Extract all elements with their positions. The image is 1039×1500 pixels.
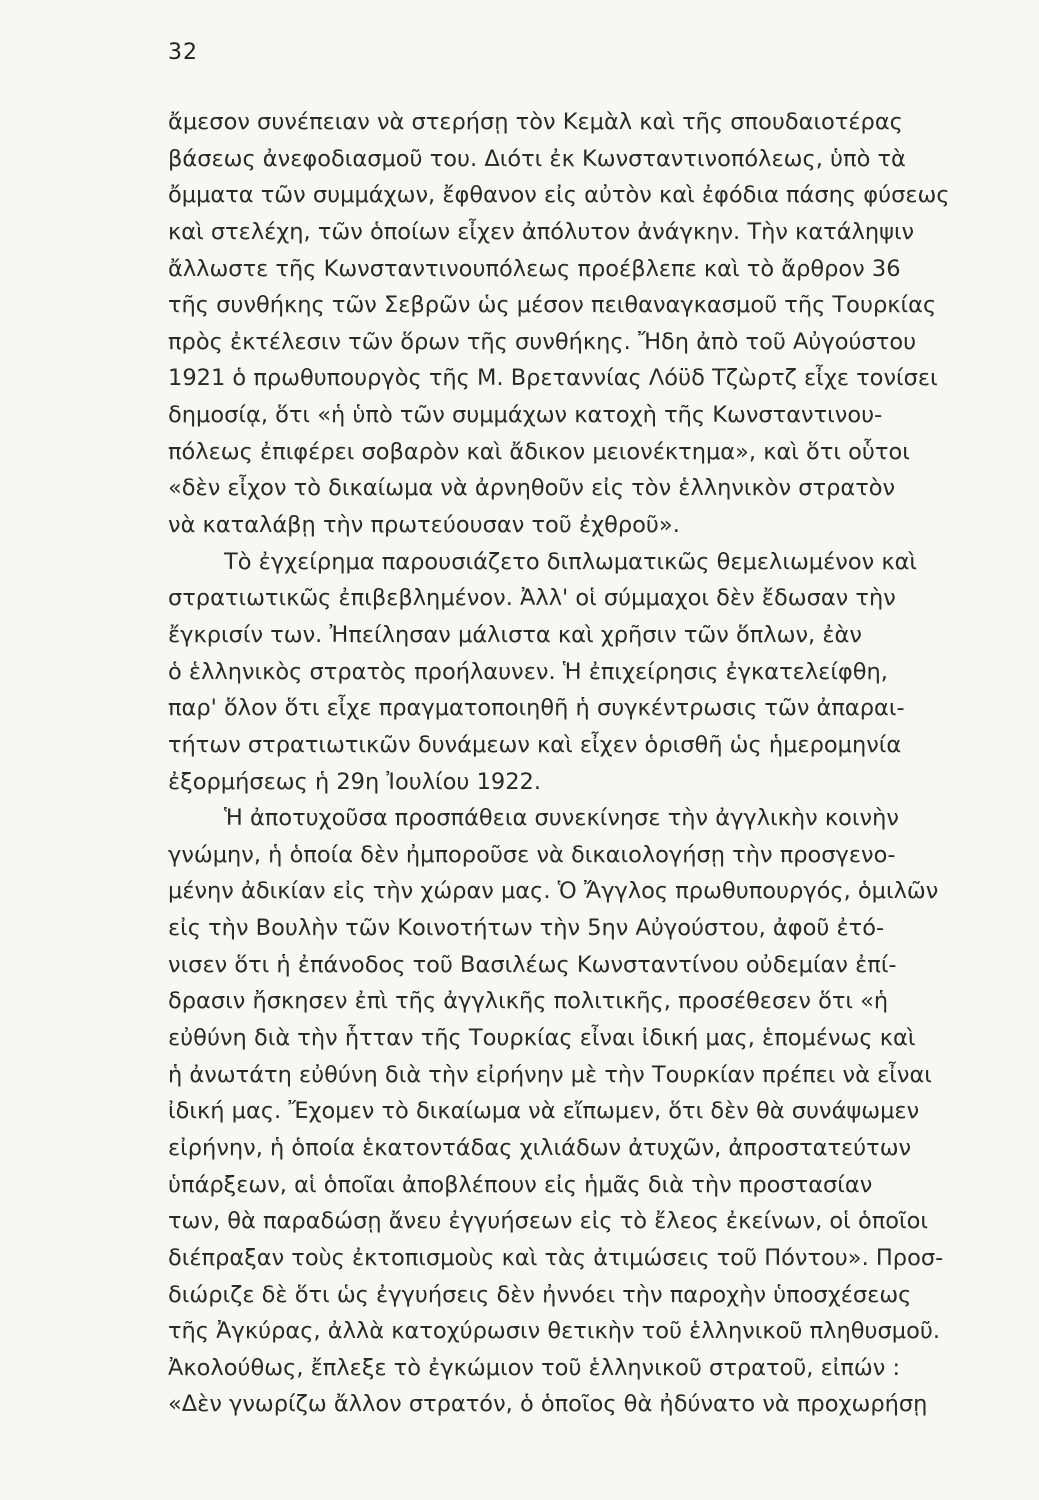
text-line: διώριζε δὲ ὅτι ὡς ἐγγυήσεις δὲν ἠννόει τὴν παροχὴν ὑποσχέσεως — [168, 1281, 912, 1308]
text-line: διέπραξαν τοὺς ἐκτοπισμοὺς καὶ τὰς ἀτιμώσεις τοῦ Πόντου». Προσ- — [168, 1244, 944, 1271]
text-line: ἐξορμήσεως ἡ 29η Ἰουλίου 1922. — [168, 768, 542, 795]
text-line: νὰ καταλάβῃ τὴν πρωτεύουσαν τοῦ ἐχθροῦ». — [168, 512, 680, 539]
text-line: εἰρήνην, ἡ ὁποία ἑκατοντάδας χιλιάδων ἀτυχῶν, ἀπροστατεύτων — [168, 1134, 912, 1161]
text-line: ὁ ἑλληνικὸς στρατὸς προήλαυνεν. Ἡ ἐπιχείρησις ἐγκατελείφθη, — [168, 658, 888, 685]
text-line: εὐθύνη διὰ τὴν ἧτταν τῆς Τουρκίας εἶναι ἰδική μας, ἑπομένως καὶ — [168, 1025, 916, 1052]
text-line: «Δὲν γνωρίζω ἄλλον στρατόν, ὁ ὁποῖος θὰ ἠδύνατο νὰ προχωρήσῃ — [168, 1391, 928, 1418]
text-line: δρασιν ἤσκησεν ἐπὶ τῆς ἀγγλικῆς πολιτικῆς, προσέθεσεν ὅτι «ἡ — [168, 988, 889, 1015]
text-line: Ἀκολούθως, ἔπλεξε τὸ ἐγκώμιον τοῦ ἑλληνικοῦ στρατοῦ, εἰπών : — [168, 1354, 901, 1381]
text-line: ἔγκρισίν των. Ἠπείλησαν μάλιστα καὶ χρῆσιν τῶν ὅπλων, ἐὰν — [168, 621, 862, 648]
text-line: ὄμματα τῶν συμμάχων, ἔφθανον εἰς αὐτὸν καὶ ἐφόδια πάσης φύσεως — [168, 182, 950, 209]
text-line: ἄλλωστε τῆς Κωνσταντινουπόλεως προέβλεπε καὶ τὸ ἄρθρον 36 — [168, 255, 901, 282]
text-line: τήτων στρατιωτικῶν δυνάμεων καὶ εἶχεν ὁρισθῆ ὡς ἡμερομηνία — [168, 731, 902, 758]
text-line: εἰς τὴν Βουλὴν τῶν Κοινοτήτων τὴν 5ην Αὐγούστου, ἀφοῦ ἐτό- — [168, 915, 885, 942]
page-number: 32 — [168, 40, 198, 65]
text-line: ὑπάρξεων, αἱ ὁποῖαι ἀποβλέπουν εἰς ἡμᾶς διὰ τὴν προστασίαν — [168, 1171, 873, 1198]
text-line: ἡ ἀνωτάτη εὐθύνη διὰ τὴν εἰρήνην μὲ τὴν Τουρκίαν πρέπει νὰ εἶναι — [168, 1061, 932, 1088]
text-line: Τὸ ἐγχείρημα παρουσιάζετο διπλωματικῶς θεμελιωμένον καὶ — [224, 548, 918, 575]
text-line: τῆς συνθήκης τῶν Σεβρῶν ὡς μέσον πειθαναγκασμοῦ τῆς Τουρκίας — [168, 292, 937, 319]
text-line: ἰδική μας. Ἔχομεν τὸ δικαίωμα νὰ εἴπωμεν, ὅτι δὲν θὰ συνάψωμεν — [168, 1098, 920, 1125]
text-line: πρὸς ἐκτέλεσιν τῶν ὅρων τῆς συνθήκης. Ἤδη ἀπὸ τοῦ Αὐγούστου — [168, 328, 917, 355]
text-line: «δὲν εἶχον τὸ δικαίωμα νὰ ἀρνηθοῦν εἰς τὸν ἑλληνικὸν στρατὸν — [168, 475, 896, 502]
text-line: μένην ἀδικίαν εἰς τὴν χώραν μας. Ὁ Ἄγγλος πρωθυπουργός, ὁμιλῶν — [168, 878, 939, 905]
text-line: παρ' ὅλον ὅτι εἶχε πραγματοποιηθῆ ἡ συγκέντρωσις τῶν ἀπαραι- — [168, 695, 905, 722]
text-line: ἄμεσον συνέπειαν νὰ στερήσῃ τὸν Κεμὰλ καὶ τῆς σπουδαιοτέρας — [168, 109, 903, 135]
text-line: καὶ στελέχη, τῶν ὁποίων εἶχεν ἀπόλυτον ἀνάγκην. Τὴν κατάληψιν — [168, 218, 915, 245]
body-text — [168, 104, 1008, 1423]
text-line: τῆς Ἀγκύρας, ἀλλὰ κατοχύρωσιν θετικὴν τοῦ ἑλληνικοῦ πληθυσμοῦ. — [168, 1318, 941, 1345]
text-line: γνώμην, ἡ ὁποία δὲν ἠμποροῦσε νὰ δικαιολογήσῃ τὴν προσγενο- — [168, 841, 896, 868]
text-line: των, θὰ παραδώσῃ ἄνευ ἐγγυήσεων εἰς τὸ ἔλεος ἐκείνων, οἱ ὁποῖοι — [168, 1208, 929, 1235]
text-line: 1921 ὁ πρωθυπουργὸς τῆς Μ. Βρεταννίας Λόϋδ Τζὼρτζ εἶχε τονίσει — [168, 365, 938, 392]
text-line: νισεν ὅτι ἡ ἐπάνοδος τοῦ Βασιλέως Κωνσταντίνου οὐδεμίαν ἐπί- — [168, 951, 897, 978]
text-line: στρατιωτικῶς ἐπιβεβλημένον. Ἀλλ' οἱ σύμμαχοι δὲν ἔδωσαν τὴν — [168, 585, 896, 612]
text-line: Ἡ ἀποτυχοῦσα προσπάθεια συνεκίνησε τὴν ἀγγλικὴν κοινὴν — [224, 805, 899, 832]
text-line: δημοσίᾳ, ὅτι «ἡ ὑπὸ τῶν συμμάχων κατοχὴ τῆς Κωνσταντινου- — [168, 402, 883, 429]
text-line: πόλεως ἐπιφέρει σοβαρὸν καὶ ἄδικον μειονέκτημα», καὶ ὅτι οὗτοι — [168, 438, 910, 465]
text-line: βάσεως ἀνεφοδιασμοῦ του. Διότι ἐκ Κωνσταντινοπόλεως, ὑπὸ τὰ — [168, 145, 906, 172]
